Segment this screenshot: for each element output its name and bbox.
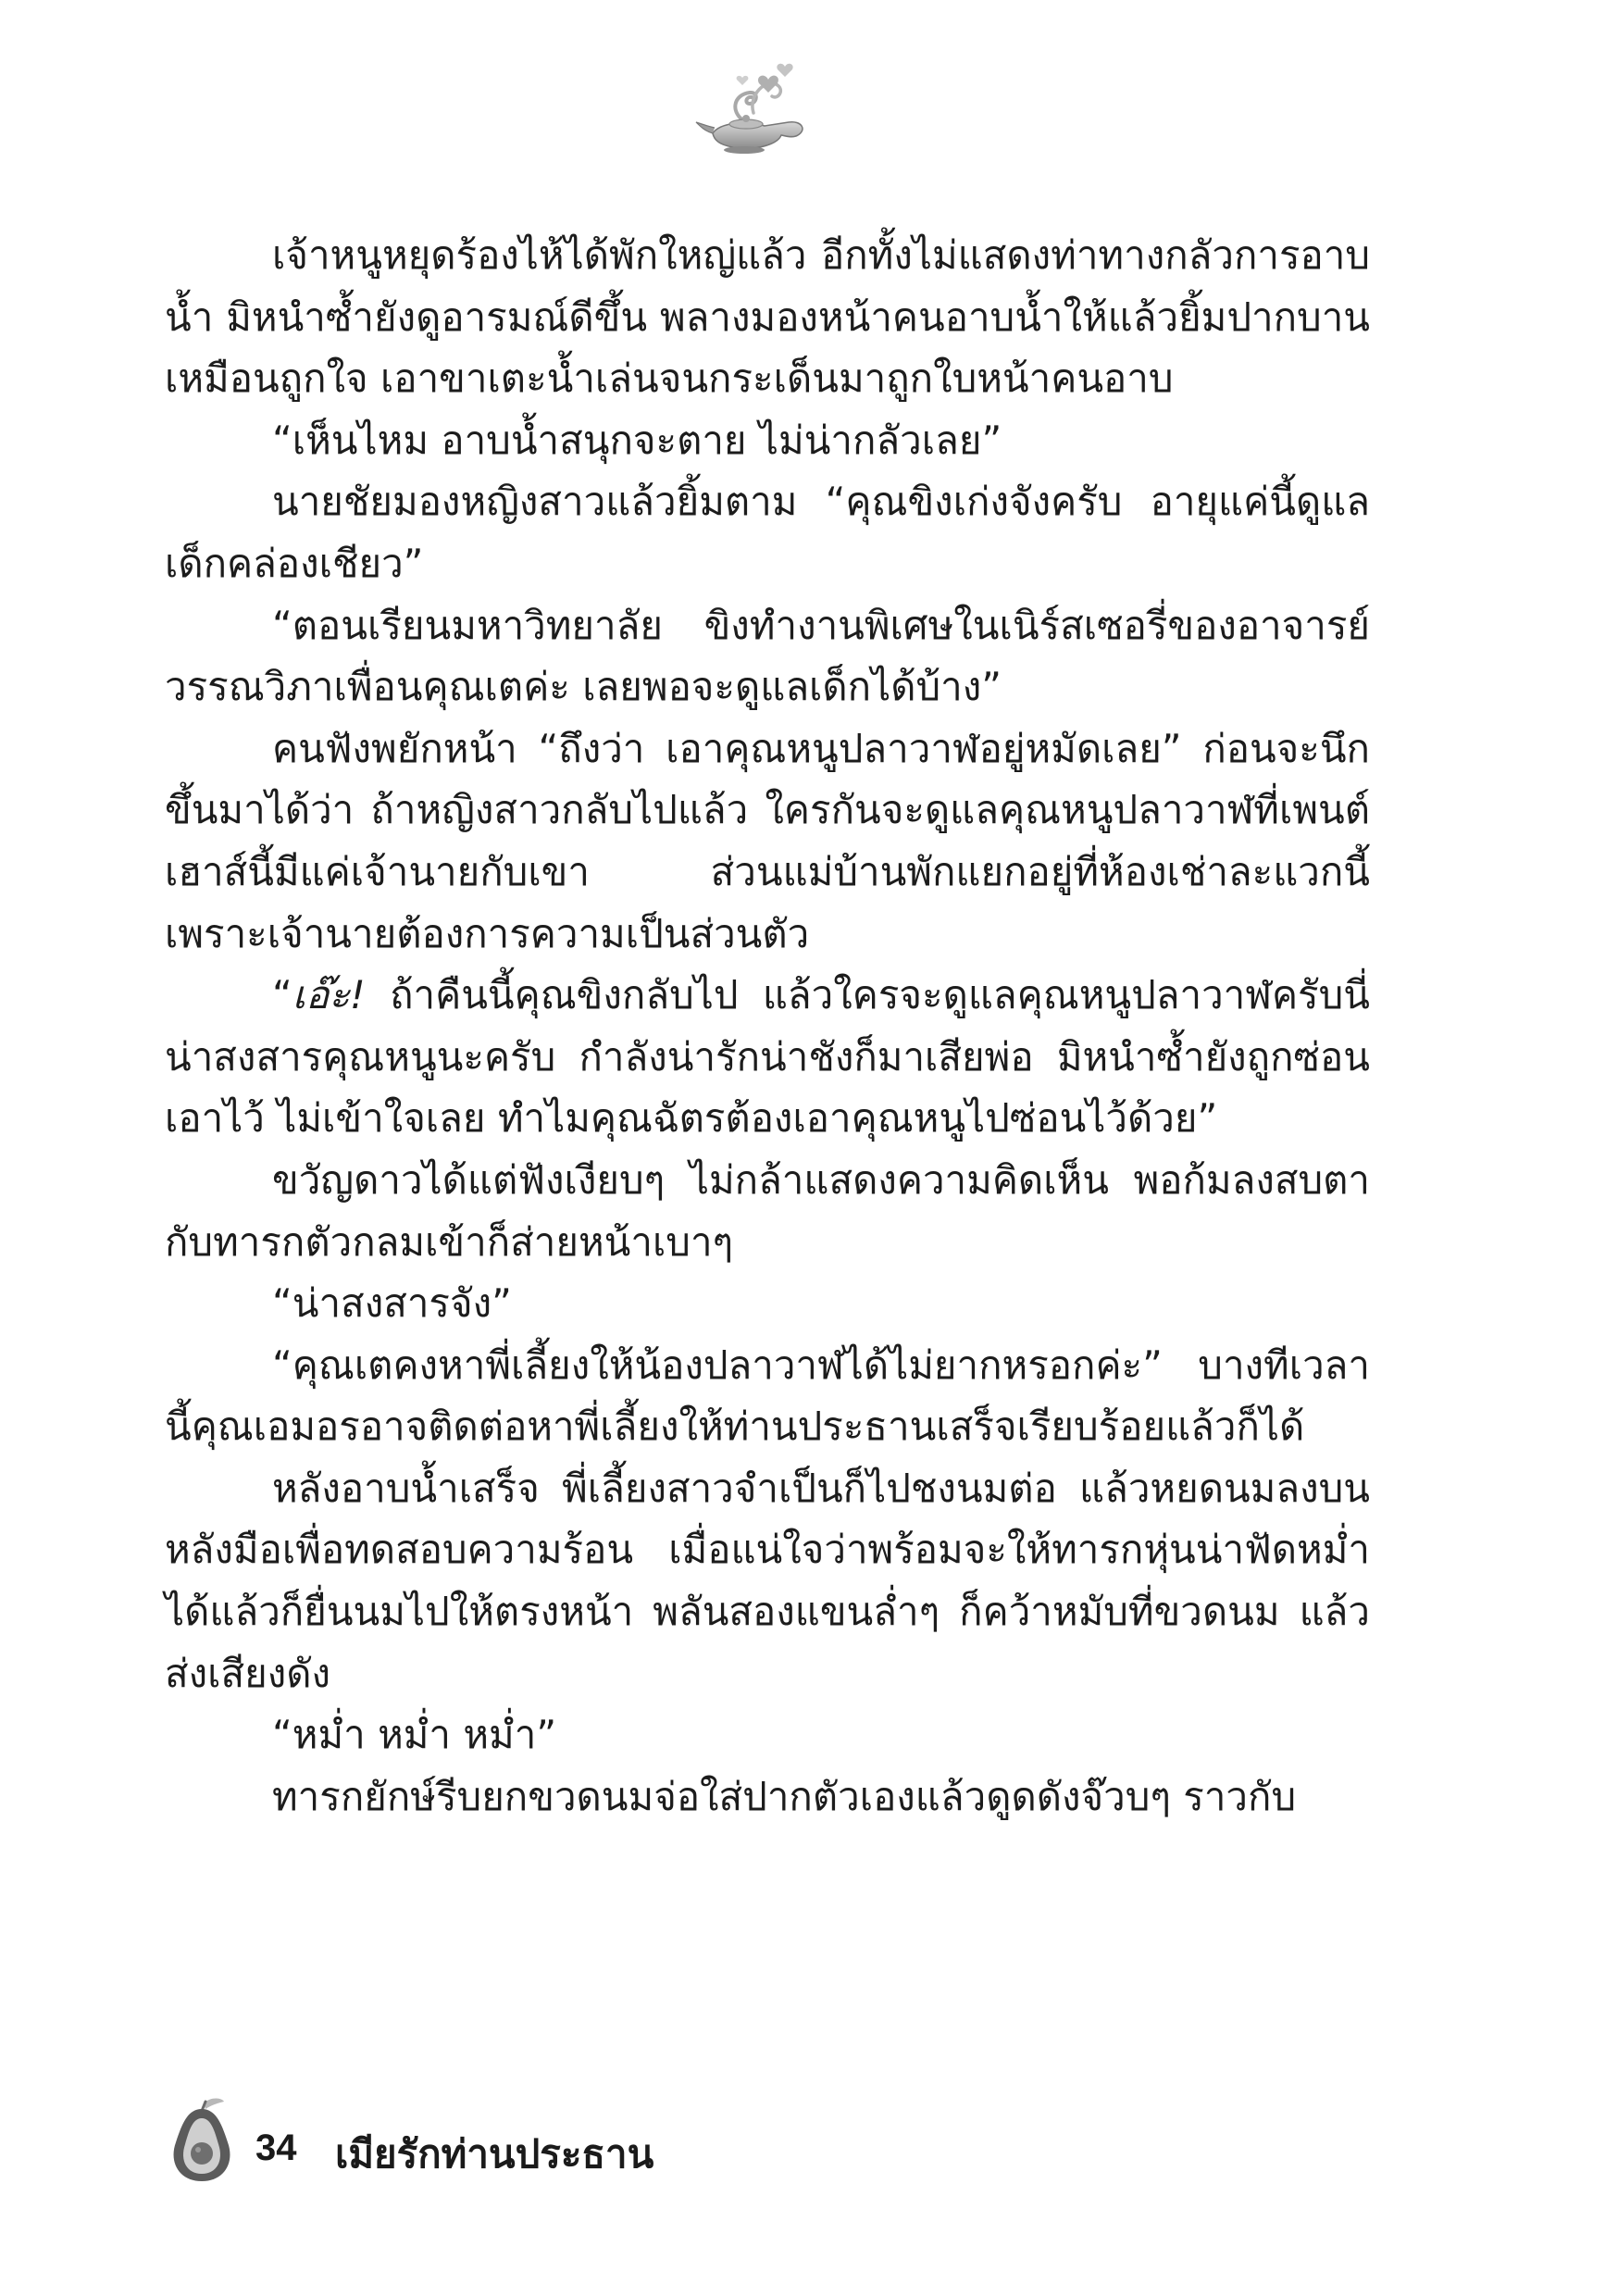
paragraph: “ตอนเรียนมหาวิทยาลัย ขิงทำงานพิเศษในเนิร์สเซอรี่ของอาจารย์วรรณวิภาเพื่อนคุณเตค่ะ เลยพอจะดูแลเด็กได้บ้าง” xyxy=(165,602,1370,710)
paragraph: “หม่ำ หม่ำ หม่ำ” xyxy=(272,1712,557,1758)
paragraph: “คุณเตคงหาพี่เลี้ยงให้น้องปลาวาฬได้ไม่ยากหรอกค่ะ” บางทีเวลานี้คุณเอมอรอาจติดต่อหาพี่เลี้ยงให้ท่านประธานเสร็จเรียบร้อยแล้วก็ได้ xyxy=(165,1341,1370,1450)
page-number: 34 xyxy=(255,2128,297,2168)
page-footer xyxy=(163,2094,811,2187)
open-quote: “ xyxy=(272,972,292,1018)
paragraph-rest: ถ้าคืนนี้คุณขิงกลับไป แล้วใครจะดูแลคุณหนูปลาวาฬครับนี่ น่าสงสารคุณหนูนะครับ กำลังน่ารักน่าชังก็มาเสียพ่อ มิหนำซ้ำยังถูกซ่อนเอาไว้ ไม่เข้าใจเลย ทำไมคุณฉัตรต้องเอาคุณหนูไปซ่อนไว้ด้วย” xyxy=(165,972,1370,1142)
paragraph: นายชัยมองหญิงสาวแล้วยิ้มตาม “คุณขิงเก่งจังครับ อายุแค่นี้ดูแลเด็กคล่องเชียว” xyxy=(165,479,1370,586)
paragraph: “น่าสงสารจัง” xyxy=(272,1280,512,1327)
paragraph xyxy=(165,965,1370,1150)
paragraph: หลังอาบน้ำเสร็จ พี่เลี้ยงสาวจำเป็นก็ไปชงนมต่อ แล้วหยดนมลงบนหลังมือเพื่อทดสอบความร้อน เมื่อแน่ใจว่าพร้อมจะให้ทารกหุ่นน่าฟัดหม่ำได้แล้วก็ยื่นนมไปให้ตรงหน้า พลันสองแขนล่ำๆ ก็คว้าหมับที่ขวดนม แล้วส่งเสียงดัง xyxy=(165,1465,1370,1696)
avocado-icon xyxy=(163,2094,241,2183)
book-title: เมียรักท่านประธาน xyxy=(335,2131,654,2177)
paragraph: ขวัญดาวได้แต่ฟังเงียบๆ ไม่กล้าแสดงความคิดเห็น พอก้มลงสบตากับทารกตัวกลมเข้าก็ส่ายหน้าเบาๆ xyxy=(165,1156,1370,1265)
paragraph: เจ้าหนูหยุดร้องไห้ได้พักใหญ่แล้ว อีกทั้งไม่แสดงท่าทางกลัวการอาบน้ำ มิหนำซ้ำยังดูอารมณ์ดีขึ้น พลางมองหน้าคนอาบน้ำให้แล้วยิ้มปากบานเหมือนถูกใจ เอาขาเตะน้ำเล่นจนกระเด็นมาถูกใบหน้าคนอาบ xyxy=(165,232,1370,402)
paragraph: ทารกยักษ์รีบยกขวดนมจ่อใส่ปากตัวเองแล้วดูดดังจ๊วบๆ ราวกับ xyxy=(272,1773,1297,1819)
emphasized-exclamation: เอ๊ะ! xyxy=(292,972,366,1018)
lamp-with-heart-smoke-icon xyxy=(692,57,822,159)
chapter-body-text xyxy=(165,225,1370,1828)
paragraph: คนฟังพยักหน้า “ถึงว่า เอาคุณหนูปลาวาฬอยู่หมัดเลย” ก่อนจะนึกขึ้นมาได้ว่า ถ้าหญิงสาวกลับไปแล้ว ใครกันจะดูแลคุณหนูปลาวาฬที่เพนต์เฮาส์นี้มีแค่เจ้านายกับเขา ส่วนแม่บ้านพักแยกอยู่ที่ห้องเช่าละแวกนี้ เพราะเจ้านายต้องการความเป็นส่วนตัว xyxy=(165,725,1370,956)
paragraph: “เห็นไหม อาบน้ำสนุกจะตาย ไม่น่ากลัวเลย” xyxy=(272,417,1002,463)
